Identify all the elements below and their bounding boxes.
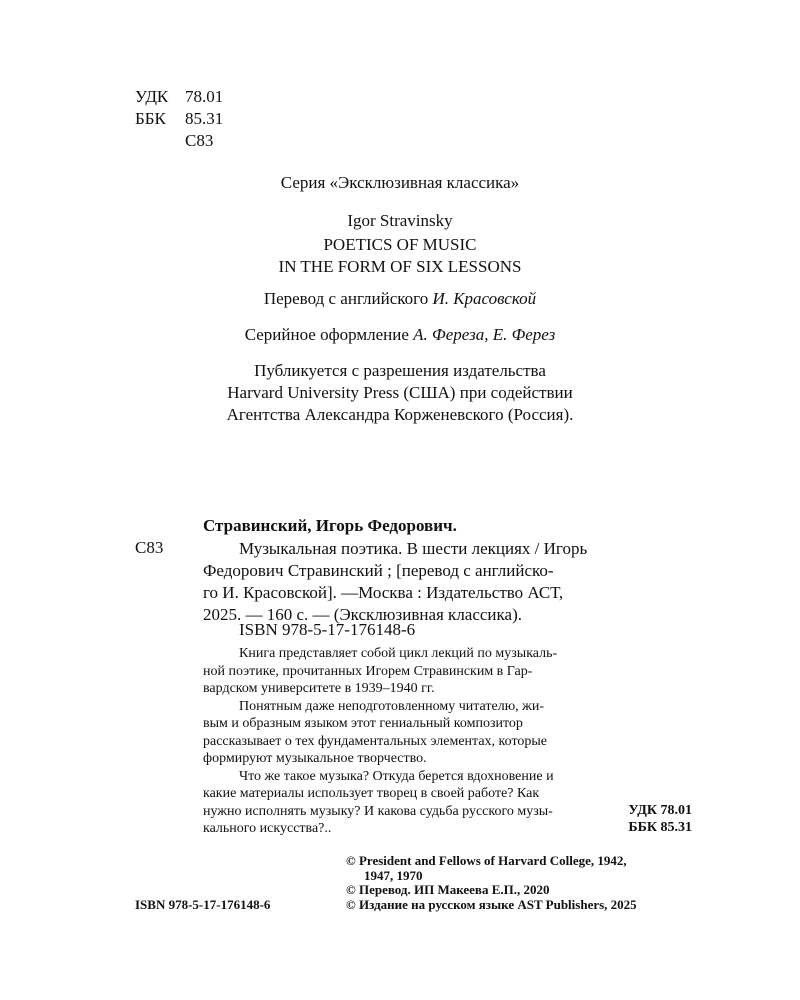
annotation-line: нужно исполнять музыку? И какова судьба русского музы- xyxy=(203,803,553,819)
annotation-line: Что же такое музыка? Откуда берется вдохновение и xyxy=(239,768,554,784)
udk-row xyxy=(135,86,223,108)
annotation-line: ной поэтике, прочитанных Игорем Стравинским в Гар- xyxy=(203,663,533,679)
annotation-line: рассказывает о тех фундаментальных элементах, которые xyxy=(203,733,547,749)
original-author: Igor Stravinsky xyxy=(347,211,453,230)
bbk-value: 85.31 xyxy=(185,109,224,128)
original-title xyxy=(0,234,800,278)
designer-names: А. Фереза, Е. Ферез xyxy=(413,325,556,344)
bibliographic-description xyxy=(203,538,696,626)
translator-name: И. Красовской xyxy=(432,289,537,308)
bibliographic-line-1: Музыкальная поэтика. В шести лекциях / Игорь xyxy=(239,539,588,558)
translation-credit xyxy=(0,289,800,309)
bbk-label: ББК xyxy=(135,109,166,128)
classification-codes-right xyxy=(596,802,692,836)
isbn-bottom: ISBN 978-5-17-176148-6 xyxy=(135,897,271,912)
design-credit xyxy=(0,325,800,345)
annotation-line: вардском университете в 1939–1940 гг. xyxy=(203,681,435,696)
annotation-line: какие материалы использует творец в своей работе? Как xyxy=(203,786,540,801)
bibliographic-line-4: 2025. — 160 с. — (Эксклюзивная классика). xyxy=(203,605,522,624)
publication-note-line-1: Публикуется с разрешения издательства xyxy=(254,361,546,380)
bibliographic-author-heading: Стравинский, Игорь Федорович. xyxy=(203,516,457,535)
copyright-line-2: © Перевод. ИП Макеева Е.П., 2020 xyxy=(346,882,550,897)
annotation-line: вым и образным языком этот гениальный композитор xyxy=(203,716,523,731)
annotation-line: Книга представляет собой цикл лекций по музыкаль- xyxy=(239,646,558,661)
publication-note-line-2: Harvard University Press (США) при содействии xyxy=(227,383,573,402)
bibliographic-line-2: Федорович Стравинский ; [перевод с английско- xyxy=(203,561,554,580)
udk-label: УДК xyxy=(135,87,169,106)
copyright-block xyxy=(346,854,706,912)
annotation-line: формируют музыкальное творчество. xyxy=(203,751,427,766)
original-title-line-1: POETICS OF MUSIC xyxy=(323,235,477,254)
design-label: Серийное оформление xyxy=(244,325,414,344)
publication-note-line-3: Агентства Александра Корженевского (Россия). xyxy=(226,405,574,424)
bbk-code-right: ББК 85.31 xyxy=(628,820,692,835)
bibliographic-author-sign: С83 xyxy=(135,538,164,557)
copyright-line-1: © President and Fellows of Harvard College, 1942, xyxy=(346,853,627,868)
annotation-line: Понятным даже неподготовленному читателю, жи- xyxy=(239,698,544,714)
publication-note xyxy=(0,360,800,426)
bibliographic-line-3: го И. Красовской]. —Москва : Издательство АСТ, xyxy=(203,583,564,602)
copyright-line-1-continued: 1947, 1970 xyxy=(364,867,423,883)
classification-codes xyxy=(135,86,223,152)
author-sign-top: С83 xyxy=(185,131,214,150)
udk-value: 78.01 xyxy=(185,87,224,106)
copyright-line-3: © Издание на русском языке AST Publishers, 2025 xyxy=(346,896,637,912)
translation-label: Перевод с английского xyxy=(263,289,433,308)
udk-code-right: УДК 78.01 xyxy=(628,803,692,818)
series-title: Серия «Эксклюзивная классика» xyxy=(280,173,520,192)
original-title-line-2: IN THE FORM OF SIX LESSONS xyxy=(278,257,522,276)
annotation-line: кального искусства?.. xyxy=(203,821,332,836)
bbk-row xyxy=(135,108,223,130)
isbn-main: ISBN 978-5-17-176148-6 xyxy=(239,620,416,639)
